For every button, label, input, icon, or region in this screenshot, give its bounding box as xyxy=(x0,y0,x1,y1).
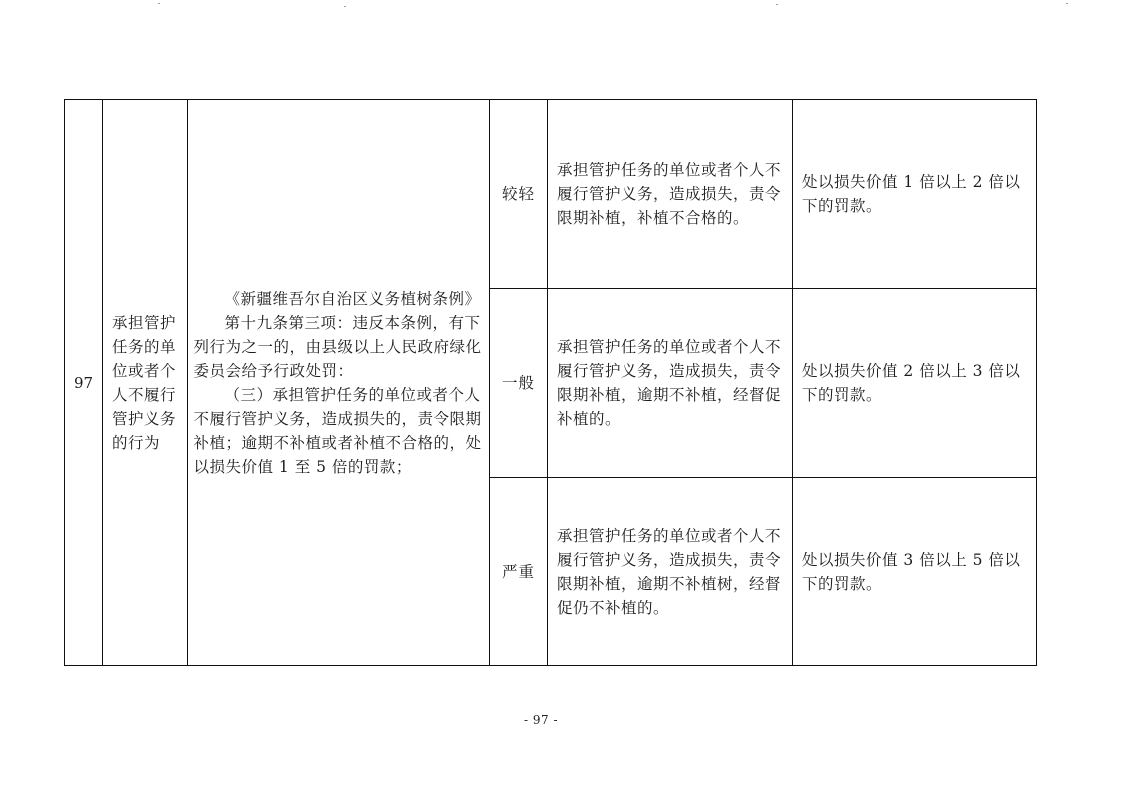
violation-behavior-cell xyxy=(103,100,188,666)
penalty-standard-table xyxy=(64,99,1037,666)
item-number-cell xyxy=(65,100,103,666)
legal-basis-clause: （三）承担管护任务的单位或者个人不履行管护义务，造成损失的，责令限期补植；逾期不补植或者补植不合格的，处以损失价值 1 至 5 倍的罚款； xyxy=(193,385,482,476)
page-number: - 97 - xyxy=(523,713,558,727)
scan-speck xyxy=(344,6,346,7)
circumstance-text: 承担管护任务的单位或者个人不履行管护义务，造成损失，责令限期补植，逾期不补植树，经督促仍不补植的。 xyxy=(557,526,782,617)
circumstance-cell xyxy=(548,289,793,478)
circumstance-text: 承担管护任务的单位或者个人不履行管护义务，造成损失，责令限期补植，补植不合格的。 xyxy=(557,161,782,227)
severity-level-cell xyxy=(490,100,548,289)
circumstance-text: 承担管护任务的单位或者个人不履行管护义务，造成损失，责令限期补植，逾期不补植，经督促补植的。 xyxy=(557,338,782,428)
severity-level-cell xyxy=(490,289,548,478)
penalty-text: 处以损失价值 2 倍以上 3 倍以下的罚款。 xyxy=(802,362,1021,404)
penalty-cell xyxy=(793,478,1037,666)
scan-speck xyxy=(158,3,160,4)
penalty-cell xyxy=(793,289,1037,478)
penalty-text: 处以损失价值 1 倍以上 2 倍以下的罚款。 xyxy=(802,173,1021,215)
legal-basis-cell xyxy=(188,100,490,666)
scan-speck xyxy=(1066,3,1068,4)
penalty-cell xyxy=(793,100,1037,289)
item-number: 97 xyxy=(73,373,94,392)
scan-speck xyxy=(776,4,778,5)
severity-level: 一般 xyxy=(501,374,535,392)
circumstance-cell xyxy=(548,478,793,666)
violation-behavior: 承担管护任务的单位或者个人不履行管护义务的行为 xyxy=(112,313,177,452)
severity-level-cell xyxy=(490,478,548,666)
severity-level: 较轻 xyxy=(501,185,535,203)
legal-basis-title: 《新疆维吾尔自治区义务植树条例》 xyxy=(224,289,481,308)
circumstance-cell xyxy=(548,100,793,289)
penalty-text: 处以损失价值 3 倍以上 5 倍以下的罚款。 xyxy=(802,550,1021,593)
legal-basis xyxy=(194,287,484,479)
severity-level: 严重 xyxy=(501,562,535,581)
legal-basis-article: 第十九条第三项：违反本条例，有下列行为之一的，由县级以上人民政府绿化委员会给予行政处罚： xyxy=(193,313,482,380)
